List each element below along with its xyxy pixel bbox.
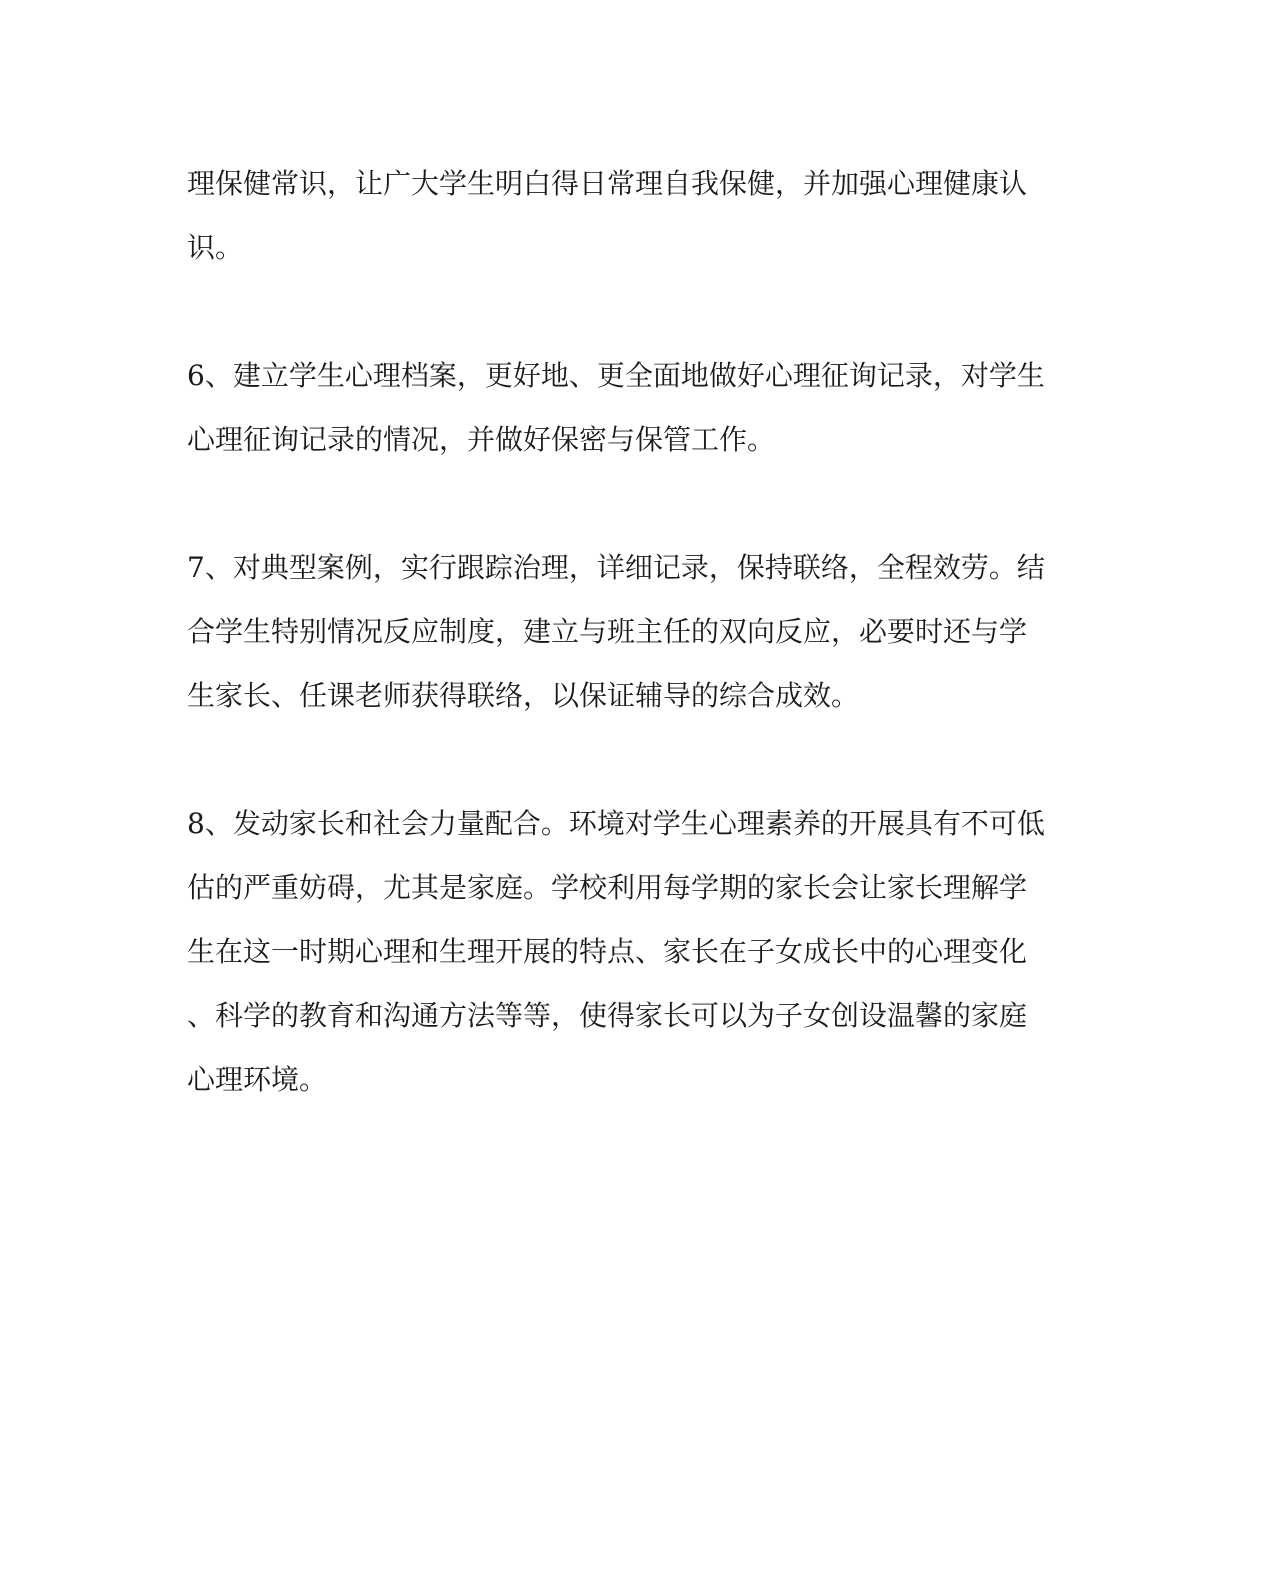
document-body — [187, 152, 1067, 1112]
text-line: 生家长、任课老师获得联络，以保证辅导的综合成效。 — [187, 679, 860, 712]
paragraph-health-knowledge — [187, 152, 1067, 280]
text-line: 生在这一时期心理和生理开展的特点、家长在子女成长中的心理变化 — [187, 935, 1028, 968]
paragraph-item-7 — [187, 536, 1067, 728]
text-line: 6、建立学生心理档案，更好地、更全面地做好心理征询记录，对学生 — [187, 359, 1045, 392]
text-line: 、科学的教育和沟通方法等等，使得家长可以为子女创设温馨的家庭 — [187, 999, 1028, 1032]
text-line: 估的严重妨碍，尤其是家庭。学校利用每学期的家长会让家长理解学 — [187, 871, 1028, 904]
text-line: 理保健常识，让广大学生明白得日常理自我保健，并加强心理健康认 — [187, 167, 1028, 200]
paragraph-item-6 — [187, 344, 1067, 472]
text-line: 心理征询记录的情况，并做好保密与保管工作。 — [187, 423, 776, 456]
text-line: 8、发动家长和社会力量配合。环境对学生心理素养的开展具有不可低 — [187, 807, 1045, 840]
text-line: 心理环境。 — [187, 1063, 328, 1096]
text-line: 合学生特别情况反应制度，建立与班主任的双向反应，必要时还与学 — [187, 615, 1028, 648]
text-line: 7、对典型案例，实行跟踪治理，详细记录，保持联络，全程效劳。结 — [187, 551, 1045, 584]
text-line: 识。 — [187, 231, 244, 264]
paragraph-item-8 — [187, 792, 1067, 1112]
